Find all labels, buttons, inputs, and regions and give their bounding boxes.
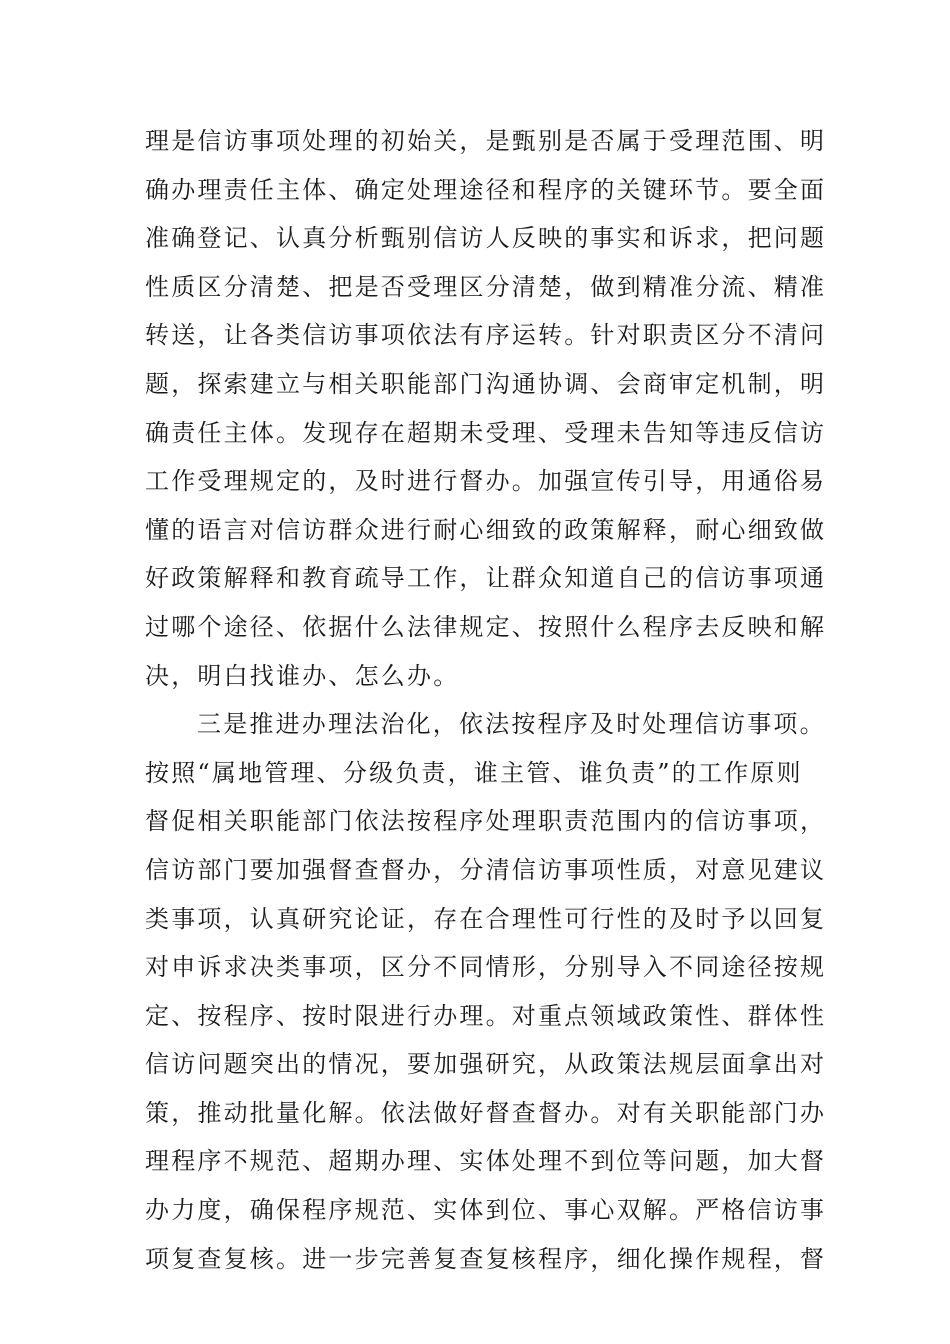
text-line: 题，探索建立与相关职能部门沟通协调、会商审定机制，明 <box>145 369 827 398</box>
text-line: 理是信访事项处理的初始关，是甄别是否属于受理范围、明 <box>145 127 827 155</box>
text-line: 信访问题突出的情况，要加强研究，从政策法规层面拿出对 <box>145 1050 827 1079</box>
text-line: 理程序不规范、超期办理、实体处理不到位等问题，加大督 <box>145 1147 827 1176</box>
text-line: 工作受理规定的，及时进行督办。加强宣传引导，用通俗易 <box>145 467 827 496</box>
body-text <box>145 117 825 1283</box>
text-line: 懂的语言对信访群众进行耐心细致的政策解释，耐心细致做 <box>145 515 827 544</box>
text-line: 信访部门要加强督查督办，分清信访事项性质，对意见建议 <box>145 855 827 884</box>
text-line: 对申诉求决类事项，区分不同情形，分别导入不同途径按规 <box>145 953 827 982</box>
text-line: 项复查复核。进一步完善复查复核程序，细化操作规程，督 <box>145 1244 827 1273</box>
text-line: 过哪个途径、依据什么法律规定、按照什么程序去反映和解 <box>145 612 827 641</box>
text-line: 好政策解释和教育疏导工作，让群众知道自己的信访事项通 <box>145 564 827 593</box>
text-line: 准确登记、认真分析甄别信访人反映的事实和诉求，把问题 <box>145 224 827 253</box>
text-line: 类事项，认真研究论证，存在合理性可行性的及时予以回复 <box>145 904 827 933</box>
text-line: 按照“属地管理、分级负责，谁主管、谁负责”的工作原则 <box>145 758 803 787</box>
text-line: 性质区分清楚、把是否受理区分清楚，做到精准分流、精准 <box>145 272 827 301</box>
text-line: 决，明白找谁办、怎么办。 <box>145 661 460 690</box>
text-line: 督促相关职能部门依法按程序处理职责范围内的信访事项， <box>145 807 827 836</box>
text-line: 转送，让各类信访事项依法有序运转。针对职责区分不清问 <box>145 321 827 350</box>
text-line: 定、按程序、按时限进行办理。对重点领域政策性、群体性 <box>145 1001 827 1030</box>
paragraph-start-line: 三是推进办理法治化，依法按程序及时处理信访事项。 <box>197 710 826 739</box>
text-line: 确责任主体。发现存在超期未受理、受理未告知等违反信访 <box>145 418 827 447</box>
text-line: 策，推动批量化解。依法做好督查督办。对有关职能部门办 <box>145 1098 827 1127</box>
text-line: 办力度，确保程序规范、实体到位、事心双解。严格信访事 <box>145 1196 827 1225</box>
text-line: 确办理责任主体、确定处理途径和程序的关键环节。要全面 <box>145 175 827 204</box>
